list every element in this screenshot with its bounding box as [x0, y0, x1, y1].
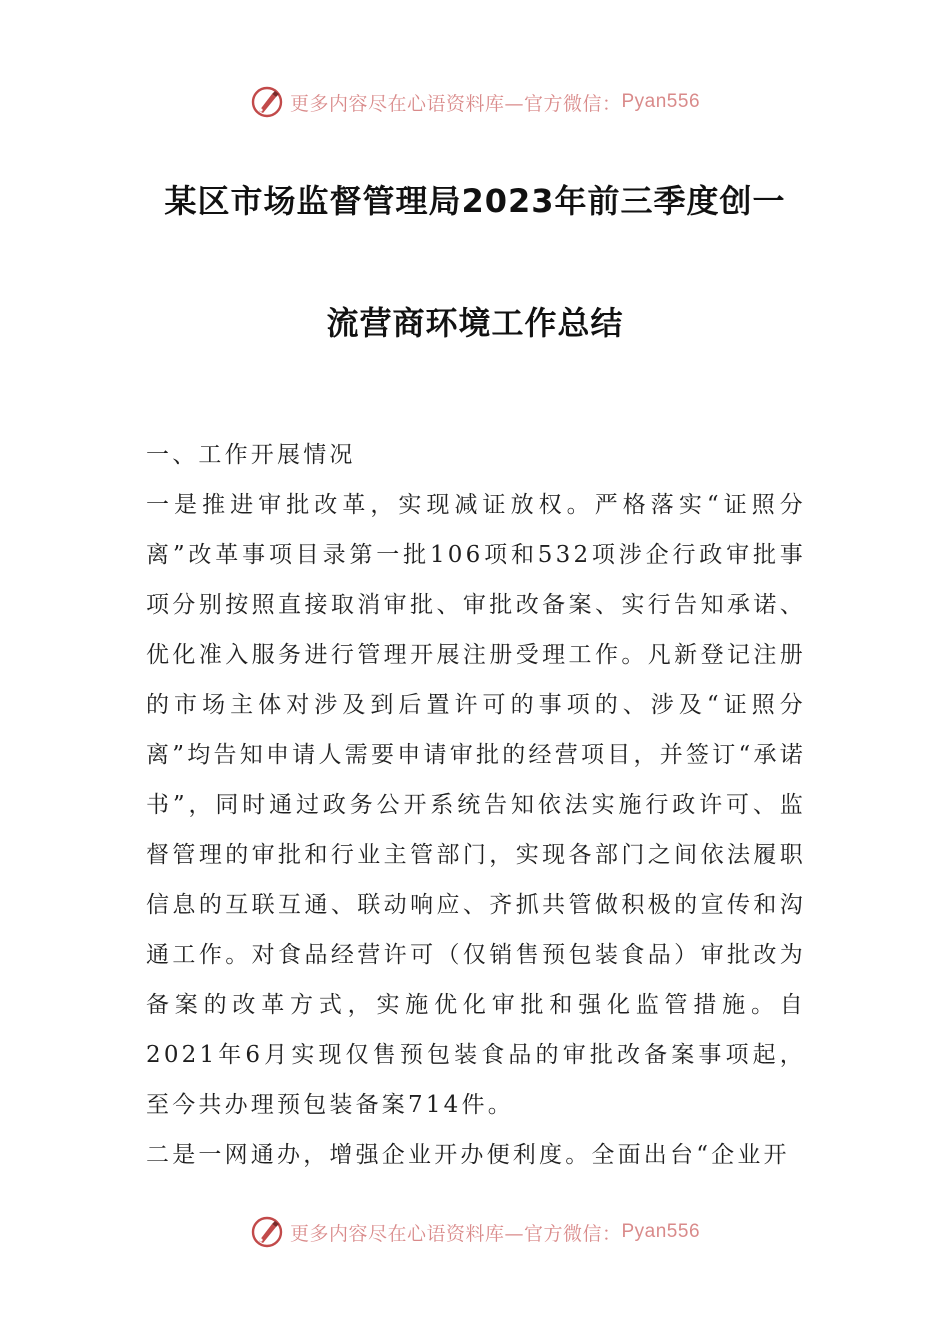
document-title-line1: 某区市场监督管理局2023年前三季度创一 — [164, 182, 786, 220]
pen-nib-icon — [250, 85, 284, 119]
watermark-text: 更多内容尽在心语资料库—官方微信： — [289, 92, 622, 115]
document-body — [146, 430, 806, 1180]
paragraph: 一是推进审批改革，实现减证放权。严格落实“证照分离”改革事项目录第一批106项和532项涉企行政审批事项分别按照直接取消审批、审批改备案、实行告知承诺、优化准入服务进行管理开展注册受理工作。凡新登记注册的市场主体对涉及到后置许可的事项的、涉及“证照分离”均告知申请人需要申请审批的经营项目，并签订“承诺书”，同时通过政务公开系统告知依法实施行政许可、监督管理的审批和行业主管部门，实现各部门之间依法履职信息的互联互通、联动响应、齐抓共管做积极的宣传和沟通工作。对食品经营许可（仅销售预包装食品）审批改为备案的改革方式，实施优化审批和强化监管措施。自2021年6月实现仅售预包装食品的审批改备案事项起，至今共办理预包装备案714件。 — [146, 492, 806, 1118]
section-heading: 一、工作开展情况 — [146, 442, 356, 468]
pen-nib-icon — [250, 1215, 284, 1249]
watermark-banner-top — [0, 82, 950, 122]
watermark-text: 更多内容尽在心语资料库—官方微信： — [289, 1222, 622, 1245]
watermark-wechat-id: Pyan556 — [621, 1221, 701, 1242]
watermark-wechat-id: Pyan556 — [621, 91, 701, 112]
paragraph: 二是一网通办，增强企业开办便利度。全面出台“企业开 — [146, 1142, 790, 1168]
watermark-banner-bottom — [0, 1212, 950, 1252]
document-title-line2: 流营商环境工作总结 — [326, 304, 624, 342]
